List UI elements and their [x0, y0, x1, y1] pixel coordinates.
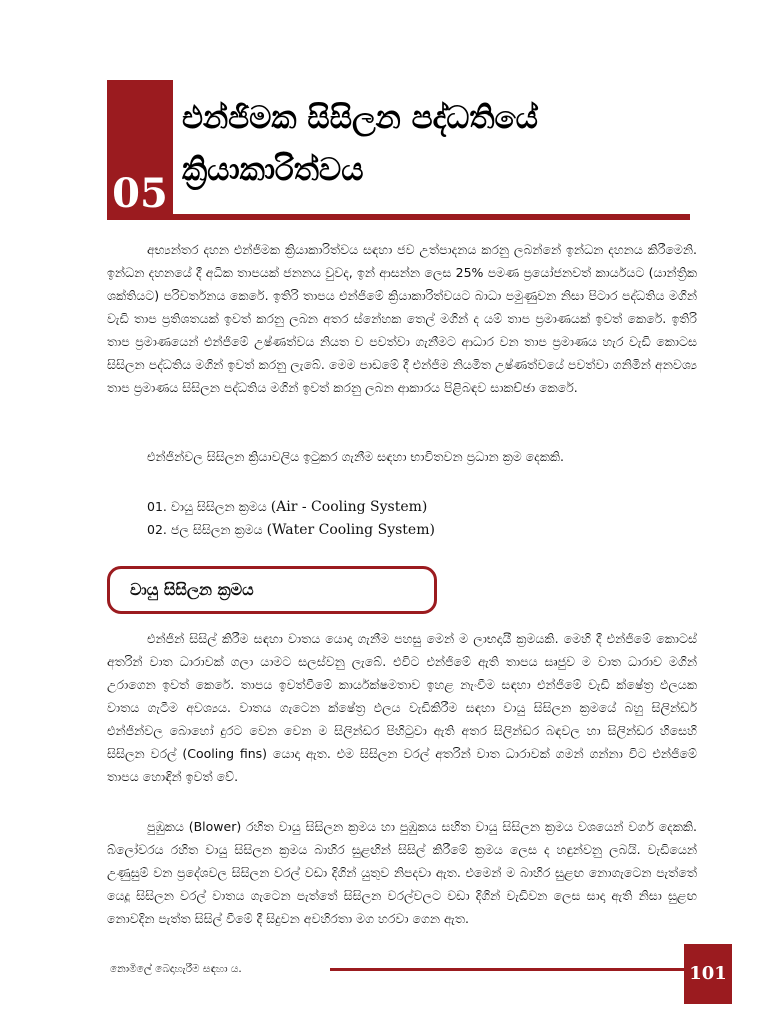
- methods-list: [147, 495, 707, 541]
- intro-paragraph: අභ්‍යන්තර දහන එන්ජිමක ක්‍රියාකාරිත්වය සඳහා ජව උත්පාදනය කරනු ලබන්නේ ඉන්ධන දහනය කිරීමෙනි. ඉන්ධන දහනයේ දී අධික තාපයක් ජනනය වුවද, ඉන් ආසන්න ලෙස 25% පමණ ප්‍රයෝජනවත් කාර්යයට (යාන්ත්‍රික ශක්තියට) පරිවර්තනය කෙරේ. ඉතිරි තාපය එන්ජිමේ ක්‍රියාකාරිත්වයට බාධා පමුණුවන නිසා පිටාර පද්ධතිය මගින් වැඩි තාප ප්‍රතිශතයක් ඉවත් කරනු ලබන අතර ස්නේහක තෙල් මගින් ද යම් තාප ප්‍රමාණයක් ඉවත් කෙරේ. ඉතිරි තාප ප්‍රමාණයෙන් එන්ජිමේ උෂ්ණත්වය නියත ව පවත්වා ගැනීමට ආධාර වන තාප ප්‍රමාණය හැර වැඩි කොටස සිසිලන පද්ධතිය මගින් ඉවත් කරනු ලැබේ. මෙම පාඩමේ දී එන්ජිම නියමිත උෂ්ණත්වයේ පවත්වා ගනිමින් අනවශ්‍ය තාප ප්‍රමාණය සිසිලන පද්ධතිය මගින් ඉවත් කරනු ලබන ආකාරය පිළිබඳව සාකච්ඡා කෙරේ.: [107, 242, 697, 395]
- section-heading: වායු සිසිලන ක්‍රමය: [130, 580, 254, 599]
- section-heading-box: [107, 566, 437, 614]
- list-item: [147, 495, 707, 518]
- chapter-number: 05: [112, 170, 168, 217]
- chapter-title: එන්ජිමක සිසිලන පද්ධතියේ ක්‍රියාකාරිත්වය: [182, 100, 538, 188]
- list-item-sinhala: වායු සිසිලන ක්‍රමය: [170, 499, 267, 514]
- list-item-number: 02.: [147, 522, 167, 537]
- list-item-number: 01.: [147, 499, 167, 514]
- methods-intro-paragraph: එන්ජින්වල සිසිලන ක්‍රියාවලිය ඉටුකර ගැනීම සඳහා භාවිතවන ප්‍රධාන ක්‍රම දෙකකි.: [147, 449, 565, 464]
- air-cooling-paragraph: එන්ජින් සිසිල් කිරීම සඳහා වාතය යොදා ගැනීම පහසු මෙන් ම ලාභදායී ක්‍රමයකි. මෙහි දී එන්ජිමේ කොටස් අතරින් වාත ධාරාවක් ගලා යාමට සලස්වනු ලැබේ. එවිට එන්ජිමේ ඇති තාපය සෘජුව ම වාත ධාරාව මගින් උරාගෙන ඉවත් කෙරේ. තාපය ඉවත්වීමේ කාර්යක්ෂමතාව ඉහළ නැංවීම සඳහා එන්ජිමේ වැඩි ක්ෂේත්‍ර ඵලයක වාතය ගැටීම අවශ්‍යය. වාතය ගැටෙන ක්ෂේත්‍ර ඵලය වැඩිකිරීම සඳහා වායු සිසිලන ක්‍රමයේ බහු සිලින්ඩර් එන්ජින්වල බොහෝ දුරට වෙන වෙන ම සිලින්ඩර පිහිටුවා ඇති අතර සිලින්ඩර බඳවල හා සිලින්ඩර හිසෙහි සිසිලන වරල් (Cooling fins) යොදා ඇත. එම සිසිලන වරල් අතරින් වාත ධාරාවක් ගමන් ගන්නා විට එන්ජිමේ තාපය හොඳින් ඉවත් වේ.: [107, 631, 697, 784]
- title-underline: [173, 214, 690, 220]
- list-item-english: (Water Cooling System): [266, 522, 435, 538]
- list-item-english: (Air - Cooling System): [270, 499, 428, 515]
- footer-note: නොමිලේ බෙදාහැරීම සඳහා ය.: [110, 963, 242, 975]
- footer-rule: [330, 968, 684, 971]
- list-item-sinhala: ජල සිසිලන ක්‍රමය: [170, 522, 263, 537]
- blower-paragraph: පුඹුකය (Blower) රහිත වායු සිසිලන ක්‍රමය හා පුඹුකය සහිත වායු සිසිලන ක්‍රමය වශයෙන් වර්ග දෙකකි. බ්ලෝවරය රහිත වායු සිසිලන ක්‍රමය බාහිර සුළඟින් සිසිල් කිරීමේ ක්‍රමය ලෙස ද හඳුන්වනු ලබයි. වැඩියෙන් උණුසුම් වන ප්‍රදේශවල සිසිලන වරල් වඩා දිගින් යුතුව නිපදවා ඇත. එමෙන් ම බාහිර සුළඟ නොගැටෙන පැත්තේ යෙදූ සිසිලන වරල් වාතය ගැටෙන පැත්තේ සිසිලන වරල්වලට වඩා දිගින් වැඩිවන ලෙස සාදා ඇති නිසා සුළඟ නොවදින පැත්ත සිසිල් වීමේ දී සිදුවන අවහිරතා මග හරවා ගෙන ඇත.: [107, 819, 697, 926]
- page-number: 101: [684, 944, 732, 1004]
- list-item: [147, 518, 707, 541]
